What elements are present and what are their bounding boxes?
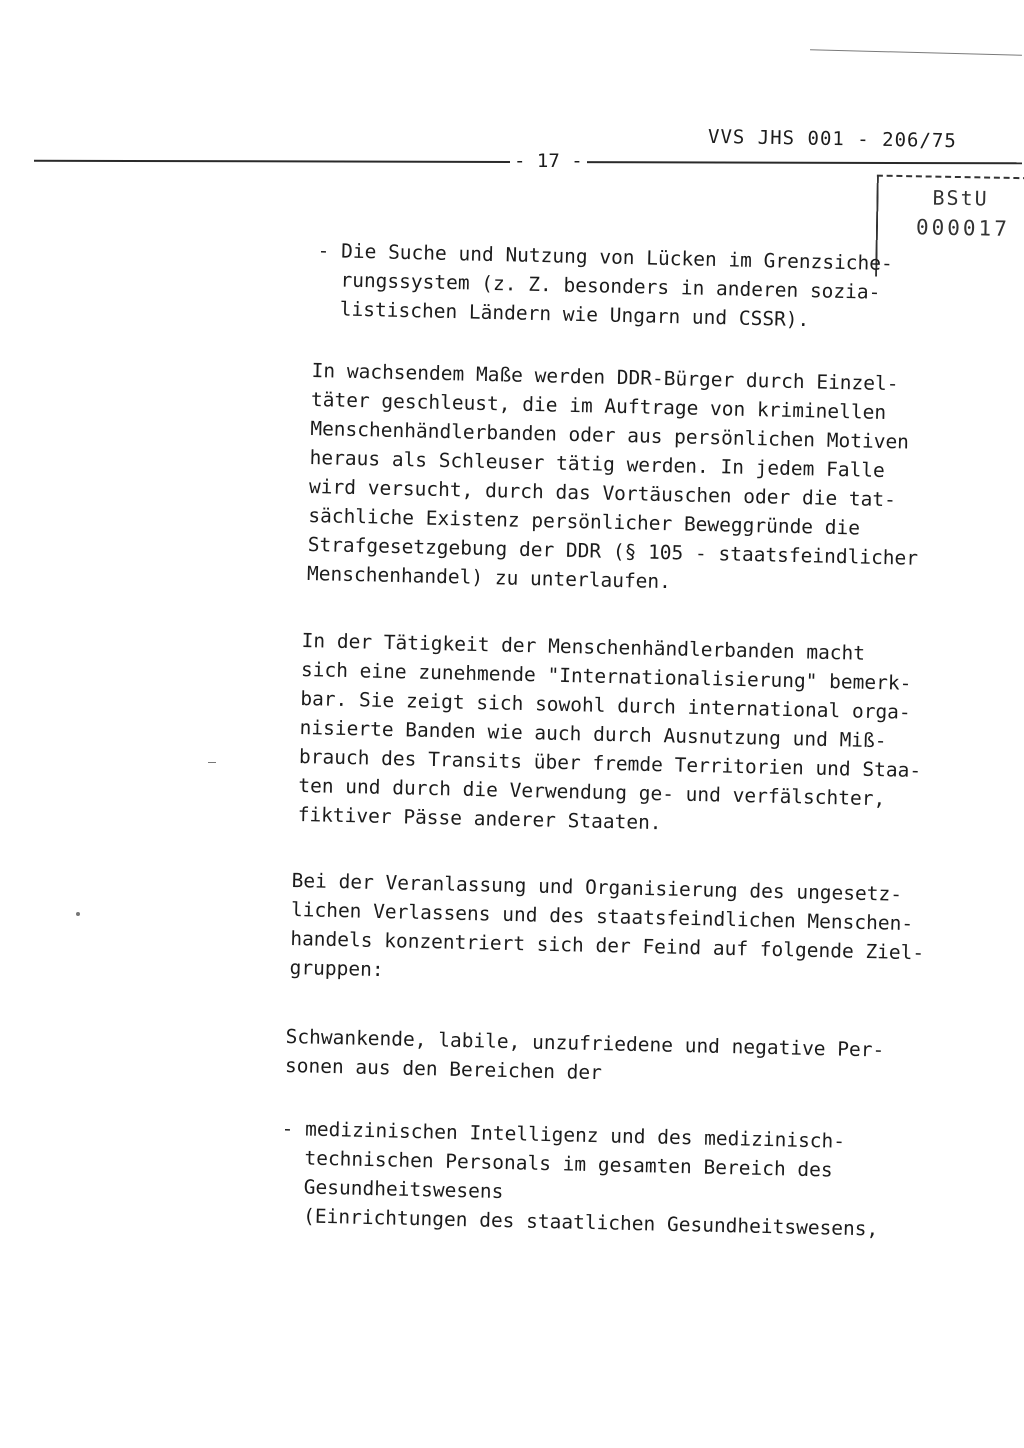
document-reference: VVS JHS 001 - 206/75 <box>707 125 957 153</box>
paragraph-2: In wachsendem Maße werden DDR-Bürger durch Einzel- täter geschleust, die im Auftrage von kriminellen Menschenhändlerbanden oder aus persönlichen Motiven heraus als Schleuser tätig werden. In jedem Falle wird versucht, durch das Vortäuschen oder die tat- sächliche Existenz persönlicher Beweggründe die Strafgesetzgebung der DDR (§ 105 - staatsfeindlicher Menschenhandel) zu unterlaufen. <box>306 358 919 594</box>
stamp-code: 000017 <box>915 215 1011 241</box>
margin-dot <box>76 912 80 916</box>
page-number: - 17 - <box>510 150 587 172</box>
paragraph-3: In der Tätigkeit der Menschenhändlerbanden macht sich eine zunehmende "Internationalisierung" bemerk- bar. Sie zeigt sich sowohl durch international orga- nisierte Banden wie auch durch Ausnutzung und Miß- brauch des Transits über fremde Territorien und Staa- ten und durch die Verwendung ge- und verfälschter, fiktiver Pässe anderer Staaten. <box>297 628 922 835</box>
paragraph-6: - medizinischen Intelligenz und des medizinisch- technischen Personals im gesamten Bereich des Gesundheitswesens (Einrichtungen des staatlichen Gesundheitswesens, <box>279 1116 879 1241</box>
margin-mark <box>208 762 216 763</box>
stamp-org: BStU <box>932 185 989 211</box>
paragraph-5: Schwankende, labile, unzufriedene und negative Per- sonen aus den Bereichen der <box>284 1024 885 1085</box>
archive-stamp <box>875 175 1024 280</box>
top-scan-rule <box>810 49 1022 56</box>
paragraph-4: Bei der Veranlassung und Organisierung des ungesetz- lichen Verlassens und des staatsfeindlichen Menschen- handels konzentriert sich der Feind auf folgende Ziel- gruppen: <box>289 868 925 982</box>
paragraph-1: - Die Suche und Nutzung von Lücken im Grenzsiche- rungssystem (z. Z. besonders in anderen sozia- listischen Ländern wie Ungarn und CSSR). <box>316 238 894 332</box>
